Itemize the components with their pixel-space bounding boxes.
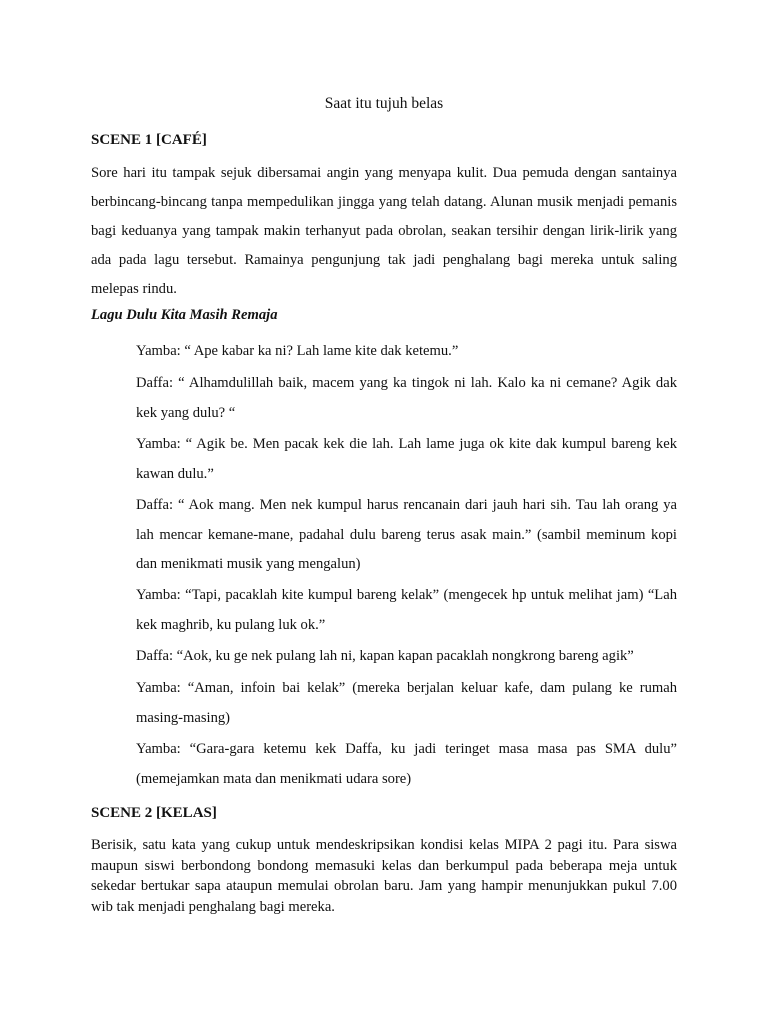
dialog-line: Yamba: “Tapi, pacaklah kite kumpul bareng kelak” (mengecek hp untuk melihat jam) “Lah kek maghrib, ku pulang luk ok.” [136,587,677,633]
scene-2-heading: SCENE 2 [KELAS] [91,805,217,821]
scene-1-heading: SCENE 1 [CAFÉ] [91,132,207,148]
song-title: Lagu Dulu Kita Masih Remaja [91,307,278,323]
dialog-line: Daffa: “ Aok mang. Men nek kumpul harus rencanain dari jauh hari sih. Tau lah orang ya lah mencar kemane-mane, padahal dulu bareng terus asak main.” (sambil meminum kopi dan menikmati musik yang mengalun) [136,497,677,572]
document-title: Saat itu tujuh belas [324,95,444,112]
dialog-line: Yamba: “Aman, infoin bai kelak” (mereka berjalan keluar kafe, dam pulang ke rumah masing-masing) [136,680,677,726]
dialog-line: Yamba: “ Agik be. Men pacak kek die lah. Lah lame juga ok kite dak kumpul bareng kek kawan dulu.” [136,436,677,482]
dialog-line: Yamba: “ Ape kabar ka ni? Lah lame kite dak ketemu.” [136,343,459,359]
dialog-line: Yamba: “Gara-gara ketemu kek Daffa, ku jadi teringet masa masa pas SMA dulu” (memejamkan mata dan menikmati udara sore) [136,741,677,787]
scene-1-intro: Sore hari itu tampak sejuk dibersamai angin yang menyapa kulit. Dua pemuda dengan santainya berbincang-bincang tanpa mempedulikan jingga yang telah datang. Alunan musik menjadi pemanis bagi keduanya yang tampak makin terhanyut pada obrolan, seakan tersihir dengan lirik-lirik yang ada pada lagu tersebut. Ramainya pengunjung tak jadi penghalang bagi mereka untuk saling melepas rindu. [91,165,677,297]
scene-2-intro: Berisik, satu kata yang cukup untuk mendeskripsikan kondisi kelas MIPA 2 pagi itu. Para siswa maupun siswi berbondong bondong memasuki kelas dan berkumpul pada beberapa meja untuk sekedar bertukar sapa ataupun memulai obrolan baru. Jam yang hampir menunjukkan pukul 7.00 wib tak menjadi penghalang bagi mereka. [91,837,677,915]
dialog-line: Daffa: “Aok, ku ge nek pulang lah ni, kapan kapan pacaklah nongkrong bareng agik” [136,648,634,664]
dialog-line: Daffa: “ Alhamdulillah baik, macem yang ka tingok ni lah. Kalo ka ni cemane? Agik dak kek yang dulu? “ [136,375,677,421]
